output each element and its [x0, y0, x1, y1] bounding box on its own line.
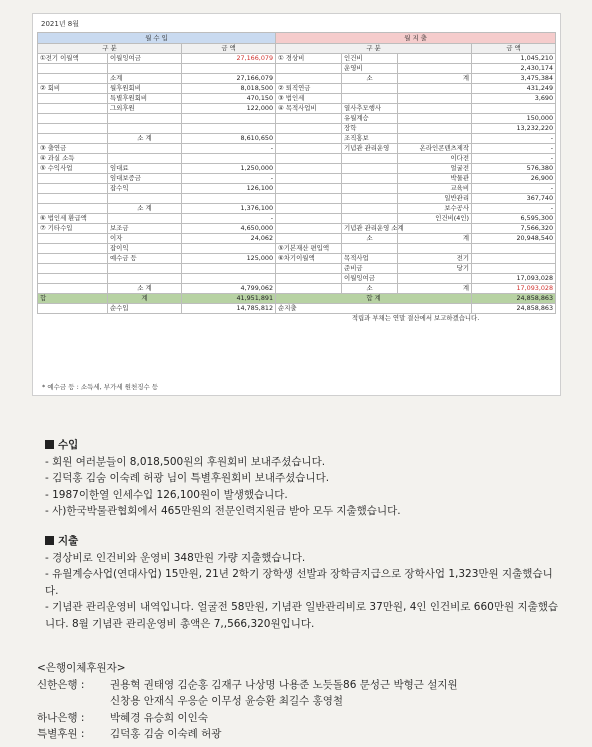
table-row	[38, 264, 556, 274]
expense-item: 기념관 관리운영 소계	[342, 224, 398, 234]
table-row	[38, 174, 556, 184]
income-item: 잡수익	[108, 184, 182, 194]
expense-amount: 3,690	[472, 94, 556, 104]
income-group	[38, 74, 108, 84]
donor-names: 권용혁 권태영 김순홍 김재구 나상명 나용준 노듯돌86 문성근 박형근 설지원	[110, 678, 458, 691]
income-item: 월후원회비	[108, 84, 182, 94]
income-item: 소 계	[108, 204, 182, 214]
expense-group	[276, 234, 342, 244]
list-item: - 회원 여러분들이 8,018,500원의 후원회비 보내주셨습니다.	[45, 455, 326, 468]
income-item	[108, 114, 182, 124]
income-amount: 125,000	[182, 254, 276, 264]
donors-section	[37, 660, 458, 743]
sheet-footnote: * 예수금 등 : 소득세, 부가세 원천징수 등	[42, 383, 159, 391]
table-row	[38, 284, 556, 294]
donor-row	[37, 693, 458, 710]
income-amount: 27,166,079	[182, 54, 276, 64]
table-row	[38, 84, 556, 94]
income-item: 소 계	[108, 134, 182, 144]
expense-subitem	[398, 114, 472, 124]
table-row	[38, 214, 556, 224]
expense-amount: 3,475,384	[472, 74, 556, 84]
note-row	[38, 314, 556, 324]
expense-item: 운영비	[342, 64, 398, 74]
net-expense-label: 순지출	[276, 304, 472, 314]
expense-total-label: 합 계	[276, 294, 472, 304]
expense-subitem	[398, 54, 472, 64]
expense-group	[276, 64, 342, 74]
income-item: 예수금 등	[108, 254, 182, 264]
list-item: - 1987이한열 인세수입 126,100원이 발생했습니다.	[45, 488, 288, 501]
income-amount: 4,799,062	[182, 284, 276, 294]
income-item	[108, 144, 182, 154]
expense-amount: 150,000	[472, 114, 556, 124]
expense-item	[342, 94, 398, 104]
income-total-label2: 계	[108, 294, 182, 304]
income-amount: -	[182, 174, 276, 184]
income-group: ⑦ 기타수입	[38, 224, 108, 234]
income-amount: 1,250,000	[182, 164, 276, 174]
expense-amount: 367,740	[472, 194, 556, 204]
income-group: ⑥ 법인세 환급액	[38, 214, 108, 224]
expense-group: ⑤기본재산 편입액	[276, 244, 342, 254]
expense-group	[276, 264, 342, 274]
expense-group	[276, 204, 342, 214]
expense-item: 인건비	[342, 54, 398, 64]
table-row	[38, 104, 556, 114]
income-amount	[182, 244, 276, 254]
income-item: 임대료	[108, 164, 182, 174]
income-group	[38, 174, 108, 184]
expense-group	[276, 214, 342, 224]
expense-amount: -	[472, 154, 556, 164]
donor-bank	[37, 693, 110, 710]
expense-group	[276, 154, 342, 164]
expense-amount: 26,900	[472, 174, 556, 184]
income-amount	[182, 64, 276, 74]
table-row	[38, 54, 556, 64]
expense-subitem	[398, 244, 472, 254]
income-group	[38, 254, 108, 264]
list-item: - 기념관 관리운영비 내역입니다. 얼굴전 58만원, 기념관 일반관리비로 37만원, 4인 인건비로 660만원 지출했습니다. 8월 기념관 관리운영비 총액은 7,,566,320원입니다.	[45, 601, 559, 630]
expense-group: ② 퇴직연금	[276, 84, 342, 94]
sheet-note: 적립과 부채는 연말 결산에서 보고하겠습니다.	[351, 314, 480, 322]
income-total-label: 합	[38, 294, 108, 304]
table-subheader-row	[38, 44, 556, 54]
income-item	[108, 64, 182, 74]
table-row	[38, 134, 556, 144]
income-group	[38, 234, 108, 244]
expense-group	[276, 74, 342, 84]
income-amount	[182, 154, 276, 164]
expense-amount-header: 금 액	[472, 44, 556, 54]
donor-bank: 하나은행 :	[37, 711, 85, 724]
expense-amount: -	[472, 144, 556, 154]
expense-group	[276, 124, 342, 134]
expense-subitem: 당기	[398, 264, 472, 274]
expense-group	[276, 224, 342, 234]
table-row	[38, 194, 556, 204]
expense-subitem	[398, 224, 472, 234]
donor-names: 신창용 안재식 우응순 이무성 윤승환 최길수 홍영철	[110, 695, 344, 707]
expense-subitem: 교육비	[398, 184, 472, 194]
income-item	[108, 154, 182, 164]
income-amount: -	[182, 144, 276, 154]
expense-amount: -	[472, 204, 556, 214]
list-item: - 유월계승사업(연대사업) 15만원, 21년 2학기 장학생 선발과 장학금지급으로 장학사업 1,323만원 지출했습니다.	[45, 568, 553, 597]
income-group	[38, 124, 108, 134]
expense-amount	[472, 104, 556, 114]
expense-amount: 20,948,540	[472, 234, 556, 244]
table-row	[38, 144, 556, 154]
income-amount: 126,100	[182, 184, 276, 194]
expense-amount: -	[472, 134, 556, 144]
expense-subitem	[398, 104, 472, 114]
expense-amount: 1,045,210	[472, 54, 556, 64]
expense-amount: 431,249	[472, 84, 556, 94]
expense-subitem: 보수공사	[398, 204, 472, 214]
square-bullet-icon	[45, 440, 54, 449]
income-amount: 1,376,100	[182, 204, 276, 214]
expense-subitem	[398, 124, 472, 134]
square-bullet-icon	[45, 536, 54, 545]
expense-item: 기념관 관리운영	[342, 144, 398, 154]
expense-group: ③ 법인세	[276, 94, 342, 104]
expense-group	[276, 174, 342, 184]
income-item: 특별후원회비	[108, 94, 182, 104]
expense-group	[276, 284, 342, 294]
table-row	[38, 234, 556, 244]
net-income-amount: 14,785,812	[182, 304, 276, 314]
income-amount: 8,018,500	[182, 84, 276, 94]
expense-subitem: 계	[398, 74, 472, 84]
table-row	[38, 254, 556, 264]
income-group	[38, 94, 108, 104]
expense-group	[276, 274, 342, 284]
expense-group	[276, 194, 342, 204]
income-section	[45, 437, 401, 520]
ledger-table	[37, 32, 556, 323]
expense-category-header: 구 분	[276, 44, 472, 54]
expense-item	[342, 184, 398, 194]
expense-group	[276, 114, 342, 124]
table-row	[38, 94, 556, 104]
expense-subitem: 전기	[398, 254, 472, 264]
expense-item	[342, 84, 398, 94]
income-item: 보조금	[108, 224, 182, 234]
table-row	[38, 184, 556, 194]
income-group: ①전기 이월액	[38, 54, 108, 64]
income-item: 이월잉여금	[108, 54, 182, 64]
expense-amount	[472, 244, 556, 254]
donor-names: 박혜경 유승희 이인숙	[110, 711, 208, 724]
expense-subitem: 인건비(4인)	[398, 214, 472, 224]
expense-amount: 17,093,028	[472, 284, 556, 294]
income-amount: 122,000	[182, 104, 276, 114]
expense-group: ④ 목적사업비	[276, 104, 342, 114]
table-row	[38, 204, 556, 214]
expense-subitem	[398, 274, 472, 284]
expense-amount	[472, 264, 556, 274]
income-group: ② 회비	[38, 84, 108, 94]
net-row	[38, 304, 556, 314]
list-item: - 사)한국박물관협회에서 465만원의 전문인력지원금 받아 모두 지출했습니다.	[45, 505, 401, 517]
table-row	[38, 124, 556, 134]
donor-row	[37, 677, 458, 694]
expense-subitem	[398, 84, 472, 94]
expense-amount: 6,595,300	[472, 214, 556, 224]
expense-amount: -	[472, 184, 556, 194]
net-income-label: 순수입	[108, 304, 182, 314]
total-row	[38, 294, 556, 304]
income-amount	[182, 114, 276, 124]
expense-group	[276, 144, 342, 154]
donor-row	[37, 726, 458, 743]
table-row	[38, 114, 556, 124]
expense-group	[276, 134, 342, 144]
income-group	[38, 274, 108, 284]
expense-group: ⑥차기이월액	[276, 254, 342, 264]
table-row	[38, 274, 556, 284]
expense-item	[342, 204, 398, 214]
income-amount	[182, 274, 276, 284]
income-category-header: 구 분	[38, 44, 182, 54]
expense-item	[342, 174, 398, 184]
income-header: 월 수 입	[38, 33, 276, 44]
expense-item: 유월계승	[342, 114, 398, 124]
expense-item: 준비금	[342, 264, 398, 274]
income-amount	[182, 124, 276, 134]
expense-item: 소	[342, 74, 398, 84]
income-item	[108, 274, 182, 284]
expense-subitem: 계	[398, 234, 472, 244]
income-item: 소계	[108, 74, 182, 84]
table-row	[38, 224, 556, 234]
expense-subitem: 계	[398, 284, 472, 294]
expense-header: 월 지 출	[276, 33, 556, 44]
expense-subitem: 박물관	[398, 174, 472, 184]
income-amount: -	[182, 214, 276, 224]
expense-group: ① 경상비	[276, 54, 342, 64]
income-heading: 수입	[45, 437, 401, 454]
expense-section	[45, 533, 565, 632]
income-item	[108, 264, 182, 274]
expense-group	[276, 164, 342, 174]
table-row	[38, 244, 556, 254]
expense-heading: 지출	[45, 533, 565, 550]
income-amount-header: 금 액	[182, 44, 276, 54]
table-row	[38, 64, 556, 74]
income-amount	[182, 194, 276, 204]
expense-subitem: 일반관리	[398, 194, 472, 204]
expense-amount: 576,380	[472, 164, 556, 174]
net-expense-amount: 24,858,863	[472, 304, 556, 314]
table-row	[38, 154, 556, 164]
income-item: 이자	[108, 234, 182, 244]
table-row	[38, 74, 556, 84]
expense-item	[342, 164, 398, 174]
income-total-amount: 41,951,891	[182, 294, 276, 304]
income-item: 소 계	[108, 284, 182, 294]
income-item	[108, 214, 182, 224]
expense-subitem	[398, 134, 472, 144]
expense-subitem	[398, 64, 472, 74]
expense-item: 장학	[342, 124, 398, 134]
donor-bank: 특별후원 :	[37, 728, 85, 740]
expense-item: 소	[342, 284, 398, 294]
income-group	[38, 184, 108, 194]
expense-subitem	[398, 94, 472, 104]
donor-bank: 신한은행 :	[37, 678, 85, 691]
expense-item	[342, 154, 398, 164]
income-item: 임대보증금	[108, 174, 182, 184]
expense-amount	[472, 254, 556, 264]
expense-item: 이월잉여금	[342, 274, 398, 284]
income-item	[108, 194, 182, 204]
expense-subitem: 온라인콘텐츠제작	[398, 144, 472, 154]
income-group	[38, 104, 108, 114]
income-item: 잡이익	[108, 244, 182, 254]
donor-names: 김덕홍 김숨 이숙례 허광	[110, 728, 222, 740]
expense-amount: 7,566,320	[472, 224, 556, 234]
expense-group	[276, 184, 342, 194]
expense-subitem: 얼굴전	[398, 164, 472, 174]
expense-item: 소	[342, 234, 398, 244]
donor-row	[37, 710, 458, 727]
expense-amount: 13,232,220	[472, 124, 556, 134]
income-group	[38, 114, 108, 124]
table-row	[38, 164, 556, 174]
income-group	[38, 64, 108, 74]
income-group	[38, 134, 108, 144]
expense-item: 조직홍보	[342, 134, 398, 144]
expense-item: 열사추모행사	[342, 104, 398, 114]
income-group	[38, 194, 108, 204]
expense-amount: 2,430,174	[472, 64, 556, 74]
expense-item	[342, 194, 398, 204]
ledger-sheet	[32, 13, 561, 396]
income-item	[108, 124, 182, 134]
income-amount: 27,166,079	[182, 74, 276, 84]
income-group	[38, 204, 108, 214]
income-group	[38, 284, 108, 294]
donors-heading: <은행이체후원자>	[37, 662, 126, 674]
income-amount: 470,150	[182, 94, 276, 104]
income-item: 그외후원	[108, 104, 182, 114]
expense-item	[342, 214, 398, 224]
table-header-row	[38, 33, 556, 44]
income-group	[38, 264, 108, 274]
income-amount	[182, 264, 276, 274]
list-item: - 김덕홍 김숨 이숙례 허광 님이 특별후원회비 보내주셨습니다.	[45, 472, 330, 484]
income-group: ③ 출연금	[38, 144, 108, 154]
expense-total-amount: 24,858,863	[472, 294, 556, 304]
list-item: - 경상비로 인건비와 운영비 348만원 가량 지출했습니다.	[45, 551, 306, 564]
expense-subitem: 이다전	[398, 154, 472, 164]
expense-item	[342, 244, 398, 254]
income-amount: 8,610,650	[182, 134, 276, 144]
income-amount: 24,062	[182, 234, 276, 244]
expense-item: 목적사업	[342, 254, 398, 264]
income-group	[38, 244, 108, 254]
income-group: ④ 과실 소득	[38, 154, 108, 164]
income-amount: 4,650,000	[182, 224, 276, 234]
expense-amount: 17,093,028	[472, 274, 556, 284]
sheet-title: 2021년 8월	[41, 20, 80, 28]
income-group: ⑤ 수익사업	[38, 164, 108, 174]
